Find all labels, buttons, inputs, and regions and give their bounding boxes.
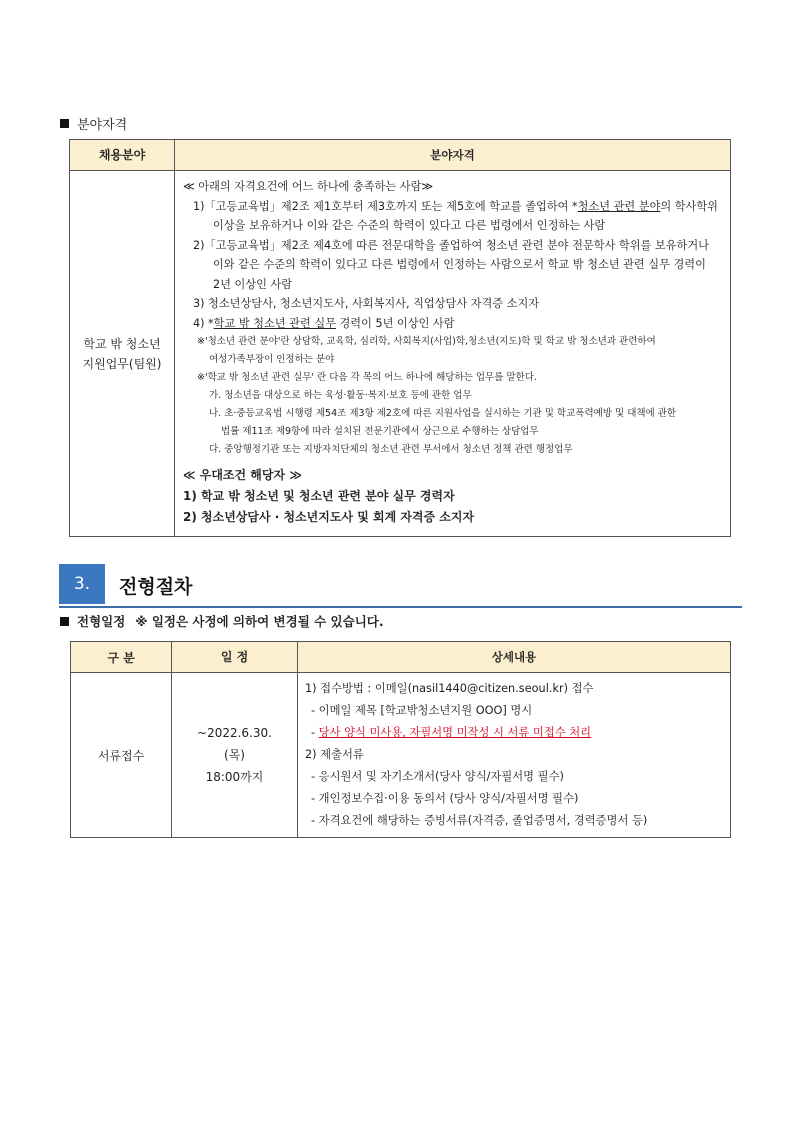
section-heading-text: 분야자격 xyxy=(77,118,128,133)
note-1: ※'청소년 관련 분야'란 상담학, 교육학, 심리학, 사회복지(사업)학,청소년(지도)학 및 학교 밖 청소년과 관련하여 xyxy=(197,336,656,347)
qual-text: 4) * xyxy=(193,316,214,330)
section-title: 전형절차 xyxy=(119,576,193,598)
schedule-note: ※ 일정은 사정에 의하여 변경될 수 있습니다. xyxy=(135,614,384,629)
detail-line-warning xyxy=(305,722,722,744)
note-2: ※'학교 밖 청소년 관련 실무' 란 다음 각 목의 어느 하나에 해당하는 업무를 말한다. xyxy=(197,372,537,383)
note-2-a: 가. 청소년을 대상으로 하는 육성·활동·복지·보호 등에 관한 업무 xyxy=(209,390,472,401)
preference-item-2: 2) 청소년상담사 · 청소년지도사 및 회계 자격증 소지자 xyxy=(183,510,475,524)
qual-text: 1)「고등교육법」제2조 제1호부터 제3호까지 또는 제5호에 학교를 졸업하여 * xyxy=(193,199,578,213)
preference-title: ≪ 우대조건 해당자 ≫ xyxy=(183,468,302,482)
note-2-b: 나. 초·중등교육법 시행령 제54조 제3항 제2호에 따른 지원사업을 실시하는 기관 및 학교폭력예방 및 대책에 관한 xyxy=(209,408,677,419)
section-number: 3. xyxy=(59,564,105,604)
detail-line: 1) 접수방법 : 이메일(nasil1440@citizen.seoul.kr) 접수 xyxy=(305,682,594,695)
table-row xyxy=(70,171,731,537)
detail-dash: - xyxy=(311,726,319,739)
date-line: ~2022.6.30. xyxy=(197,726,272,740)
qual-intro: ≪ 아래의 자격요건에 어느 하나에 충족하는 사람≫ xyxy=(183,180,434,193)
header-field: 채용분야 xyxy=(70,140,175,171)
note-1-cont: 여성가족부장이 인정하는 분야 xyxy=(209,354,335,365)
header-detail: 상세내용 xyxy=(298,642,731,673)
qual-item-3: 3) 청소년상담사, 청소년지도사, 사회복지사, 직업상담사 자격증 소지자 xyxy=(193,297,540,310)
date-cell xyxy=(172,673,298,838)
field-cell xyxy=(70,171,175,537)
section-heading-qualifications xyxy=(60,114,127,133)
detail-line: - 이메일 제목 [학교밖청소년지원 OOO] 명시 xyxy=(311,704,533,717)
qual-item-4 xyxy=(183,314,722,334)
detail-line: - 자격요건에 해당하는 증빙서류(자격증, 졸업증명서, 경력증명서 등) xyxy=(311,814,648,827)
note-2-c: 다. 중앙행정기관 또는 지방자치단체의 청소년 관련 부서에서 청소년 정책 관련 행정업무 xyxy=(209,444,573,455)
qual-item-2-cont: 이와 같은 수준의 학력이 있다고 다른 법령에서 인정하는 사람으로서 학교 밖 청소년 관련 실무 경력이 xyxy=(213,258,706,271)
table-row xyxy=(71,673,731,838)
date-line: (목) xyxy=(224,748,245,762)
schedule-heading-text: 전형일정 xyxy=(77,614,126,629)
section-3-header xyxy=(59,564,742,608)
square-bullet-icon xyxy=(60,617,69,626)
qual-text: 의 학사학위 xyxy=(660,199,718,213)
header-qualification: 분야자격 xyxy=(175,140,731,171)
qual-underlined: 청소년 관련 분야 xyxy=(577,199,661,213)
note-2-b-cont: 법률 제11조 제9항에 따라 설치된 전문기관에서 상근으로 수행하는 상담업무 xyxy=(221,426,539,437)
detail-line: - 개인정보수집·이용 동의서 (당사 양식/자필서명 필수) xyxy=(311,792,579,805)
header-type: 구 분 xyxy=(71,642,172,673)
qualification-cell xyxy=(175,171,731,537)
qualifications-table xyxy=(69,139,731,537)
preference-item-1: 1) 학교 밖 청소년 및 청소년 관련 분야 실무 경력자 xyxy=(183,489,455,503)
warning-text: 당사 양식 미사용, 자필서명 미작성 시 서류 미접수 처리 xyxy=(318,726,592,739)
qual-item-1 xyxy=(183,197,722,217)
qual-item-2: 2)「고등교육법」제2조 제4호에 따른 전문대학을 졸업하여 청소년 관련 분야 전문학사 학위를 보유하거나 xyxy=(193,238,709,252)
type-cell: 서류접수 xyxy=(71,673,172,838)
detail-line: - 응시원서 및 자기소개서(당사 양식/자필서명 필수) xyxy=(311,770,564,783)
field-line: 지원업무(팀원) xyxy=(82,356,162,371)
qual-underlined: 학교 밖 청소년 관련 실무 xyxy=(213,316,336,330)
table-header-row xyxy=(71,642,731,673)
field-line: 학교 밖 청소년 xyxy=(83,336,161,351)
qual-item-1-cont: 이상을 보유하거나 이와 같은 수준의 학력이 있다고 다른 법령에서 인정하는 사람 xyxy=(213,219,606,232)
schedule-table xyxy=(70,641,731,838)
header-date: 일 정 xyxy=(172,642,298,673)
qual-item-2-cont: 2년 이상인 사람 xyxy=(213,277,293,291)
detail-cell xyxy=(298,673,731,838)
square-bullet-icon xyxy=(60,119,69,128)
schedule-heading xyxy=(60,612,384,630)
date-line: 18:00까지 xyxy=(205,770,264,784)
table-header-row xyxy=(70,140,731,171)
qual-text: 경력이 5년 이상인 사람 xyxy=(335,316,455,330)
detail-line: 2) 제출서류 xyxy=(305,748,364,761)
